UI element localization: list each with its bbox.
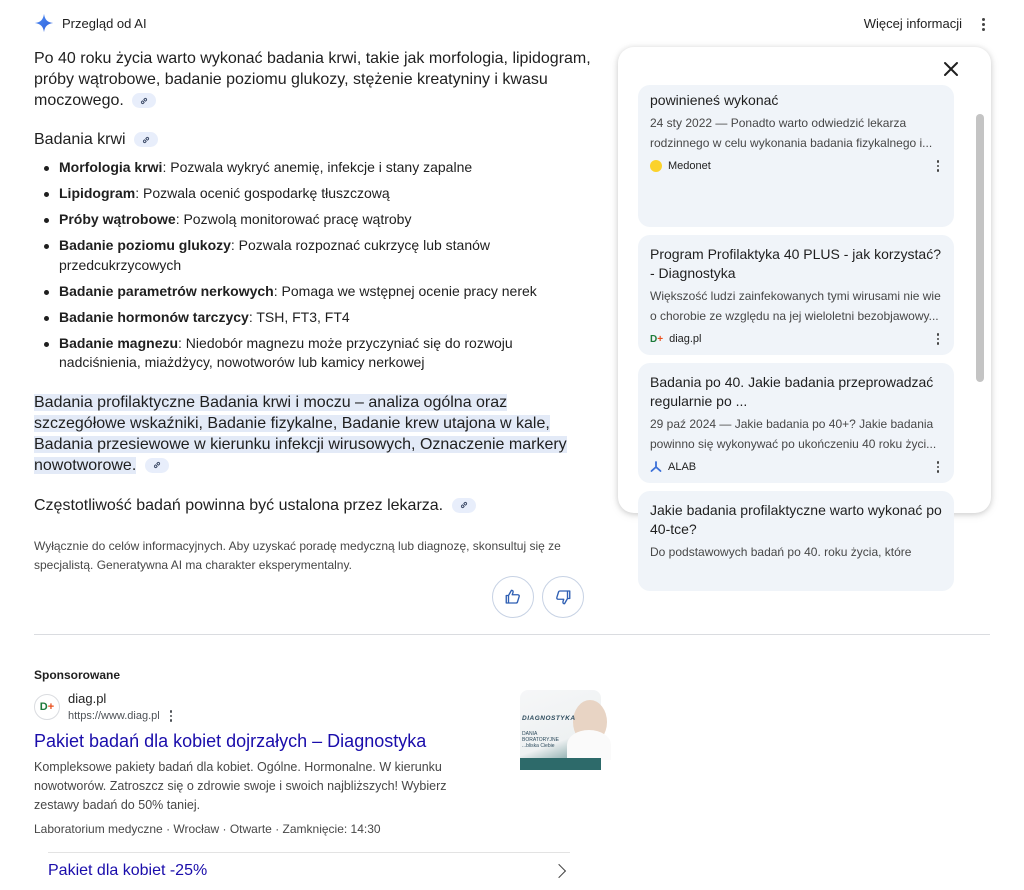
- citation-link-icon[interactable]: [145, 458, 169, 473]
- list-item: [42, 334, 594, 373]
- source-card-title: powinieneś wykonać: [650, 92, 779, 108]
- list-item-term: Lipidogram: [59, 185, 136, 201]
- list-item-text: : Niedobór magnezu może przyczyniać się do rozwoju nadciśnienia, miażdżycy, nowotworów lub kamicy nerkowej: [59, 334, 513, 370]
- thumbs-up-button[interactable]: [492, 576, 534, 618]
- more-info-link[interactable]: Więcej informacji: [863, 16, 962, 31]
- ai-overview-title: [34, 13, 147, 33]
- ad-options-icon[interactable]: [170, 710, 173, 722]
- sources-panel: [618, 47, 991, 559]
- ad-thumb-sub: DANIA BORATORYJNE ...bliska Ciebie: [522, 731, 559, 749]
- overview-lead-text: Po 40 roku życia warto wykonać badania krwi, takie jak morfologia, lipidogram, próby wątrobowe, badanie poziomu glukozy, stężenie kreatyniny i kwasu moczowego.: [34, 50, 591, 109]
- snippet-line: 29 paź 2024 — Jakie badania po 40+? Jakie badania: [650, 417, 934, 431]
- snippet-line: powinno się wykonywać po ukończeniu 40 roku życi...: [650, 437, 937, 451]
- thumbs-down-button[interactable]: [542, 576, 584, 618]
- diag-logo-icon: D+: [650, 333, 664, 345]
- source-options-icon[interactable]: [934, 333, 942, 345]
- snippet-line: 24 sty 2022 — Ponadto warto odwiedzić lekarza: [650, 116, 907, 130]
- ad-site-header[interactable]: [34, 690, 604, 724]
- list-item: [42, 210, 594, 230]
- ad-description: Kompleksowe pakiety badań dla kobiet. Ogólne. Hormonalne. W kierunku nowotworów. Zatroszcz się o zdrowie swoje i swoich najbliższych! Wybierz zestawy badań do 50% taniej.: [34, 760, 447, 812]
- list-item-text: : Pozwala ocenić gospodarkę tłuszczową: [135, 185, 390, 201]
- list-item: [42, 308, 594, 328]
- snippet-line: o chorobie ze względu na jej wieloletni bezobjawowy...: [650, 309, 939, 323]
- citation-link-icon[interactable]: [132, 93, 156, 108]
- section-heading: [34, 129, 594, 151]
- source-card-site: [650, 160, 942, 172]
- source-name: Medonet: [668, 160, 711, 172]
- sources-scroll-area[interactable]: [634, 92, 972, 559]
- feedback-buttons: [492, 576, 584, 618]
- source-card[interactable]: [638, 85, 954, 227]
- ai-overview-body: [34, 48, 594, 575]
- source-card-site: [650, 333, 942, 345]
- disclaimer: Wyłącznie do celów informacyjnych. Aby uzyskać poradę medyczną lub diagnozę, skonsultuj się ze specjalistą. Generatywna AI ma charakter eksperymentalny.: [34, 538, 561, 572]
- source-card-snippet: [650, 542, 942, 562]
- source-card-title: Program Profilaktyka 40 PLUS - jak korzystać? - Diagnostyka: [650, 246, 941, 281]
- source-name: ALAB: [668, 461, 697, 473]
- ai-overview-title-text: Przegląd od AI: [62, 15, 147, 31]
- source-options-icon[interactable]: [934, 461, 942, 473]
- chevron-right-icon: [552, 864, 566, 878]
- list-item-text: : Pomaga we wstępnej ocenie pracy nerek: [273, 282, 537, 299]
- list-item-text: : Pozwala rozpoznać cukrzycę lub stanów przedcukrzycowych: [59, 237, 491, 273]
- sources-scrollbar[interactable]: [976, 114, 984, 382]
- source-card-site: [650, 461, 942, 473]
- list-item: [42, 158, 594, 178]
- gemini-sparkle-icon: [34, 13, 54, 33]
- source-card[interactable]: [638, 363, 954, 483]
- source-card-title: Jakie badania profilaktyczne warto wykonać po 40-tce?: [650, 502, 942, 537]
- list-item-term: Badanie magnezu: [59, 334, 179, 351]
- list-item-text: : Pozwolą monitorować pracę wątroby: [175, 211, 412, 227]
- frequency-paragraph: [34, 495, 594, 516]
- sponsored-label: Sponsorowane: [34, 668, 121, 682]
- medonet-logo-icon: [650, 160, 662, 172]
- thumbs-up-icon: [504, 588, 522, 606]
- blood-tests-list: [42, 158, 594, 373]
- ad-site-name: diag.pl: [68, 691, 107, 706]
- ad-thumb-band: [520, 758, 601, 770]
- list-item-text: : Pozwala wykryć anemię, infekcje i stany zapalne: [162, 159, 473, 175]
- source-options-icon[interactable]: [934, 160, 942, 172]
- alab-logo-icon: [650, 461, 662, 473]
- list-item-term: Próby wątrobowe: [59, 211, 176, 227]
- more-options-icon[interactable]: [976, 14, 990, 34]
- source-card[interactable]: [638, 491, 954, 591]
- ad-sitelink[interactable]: [48, 862, 570, 880]
- highlighted-paragraph: [34, 392, 594, 476]
- citation-link-icon[interactable]: [134, 132, 158, 147]
- source-card-snippet: [650, 113, 942, 153]
- list-item: [42, 236, 594, 275]
- ad-result: [34, 690, 604, 838]
- source-card[interactable]: [638, 235, 954, 355]
- snippet-line: Do podstawowych badań po 40. roku życia, które: [650, 545, 912, 559]
- source-card-title: Badania po 40. Jakie badania przeprowadzać regularnie po ...: [650, 374, 934, 409]
- diag-favicon-icon: D +: [34, 694, 60, 720]
- list-item-term: Morfologia krwi: [59, 159, 163, 175]
- list-item-term: Badanie hormonów tarczycy: [59, 308, 249, 325]
- list-item-term: Badanie poziomu glukozy: [59, 237, 231, 253]
- highlighted-paragraph-text: Badania profilaktyczne Badania krwi i moczu – analiza ogólna oraz szczegółowe wskaźniki, Badanie fizykalne, Badanie krew utajona w kale, Badania przesiewowe w kierunku infekcji wirusowych, Oznaczenie markery nowotworowe.: [34, 393, 567, 474]
- section-divider: [34, 634, 990, 635]
- ad-thumbnail[interactable]: [520, 690, 601, 770]
- overview-lead: [34, 48, 594, 111]
- ad-sitelink-label: Pakiet dla kobiet -25%: [48, 862, 208, 879]
- source-card-snippet: [650, 286, 942, 326]
- list-item-term: Badanie parametrów nerkowych: [59, 282, 274, 299]
- ai-overview-header: [34, 13, 990, 35]
- ad-site-url: [68, 708, 172, 724]
- source-name: diag.pl: [669, 333, 702, 345]
- sitelink-divider: [48, 852, 570, 853]
- ad-site-url-text: https://www.diag.pl: [68, 710, 160, 722]
- citation-link-icon[interactable]: [452, 498, 476, 513]
- section-heading-text: Badania krwi: [34, 131, 126, 148]
- ad-title-link[interactable]: Pakiet badań dla kobiet dojrzałych – Diagnostyka: [34, 731, 427, 751]
- source-card-snippet: [650, 414, 942, 454]
- snippet-line: rodzinnego w celu wykonania badania fizykalnego i...: [650, 136, 933, 150]
- ad-thumb-coat: [567, 730, 611, 760]
- list-item: [42, 184, 594, 204]
- thumbs-down-icon: [554, 588, 572, 606]
- close-icon[interactable]: [941, 59, 961, 79]
- ad-meta: Laboratorium medyczne · Wrocław · Otwarte · Zamknięcie: 14:30: [34, 822, 381, 836]
- ad-thumb-brand: DIAGNOSTYKA: [522, 715, 576, 722]
- list-item-text: : TSH, FT3, FT4: [248, 308, 350, 325]
- frequency-text: Częstotliwość badań powinna być ustalona przez lekarza.: [34, 496, 444, 514]
- snippet-line: Większość ludzi zainfekowanych tymi wirusami nie wie: [650, 289, 941, 303]
- list-item: [42, 282, 594, 302]
